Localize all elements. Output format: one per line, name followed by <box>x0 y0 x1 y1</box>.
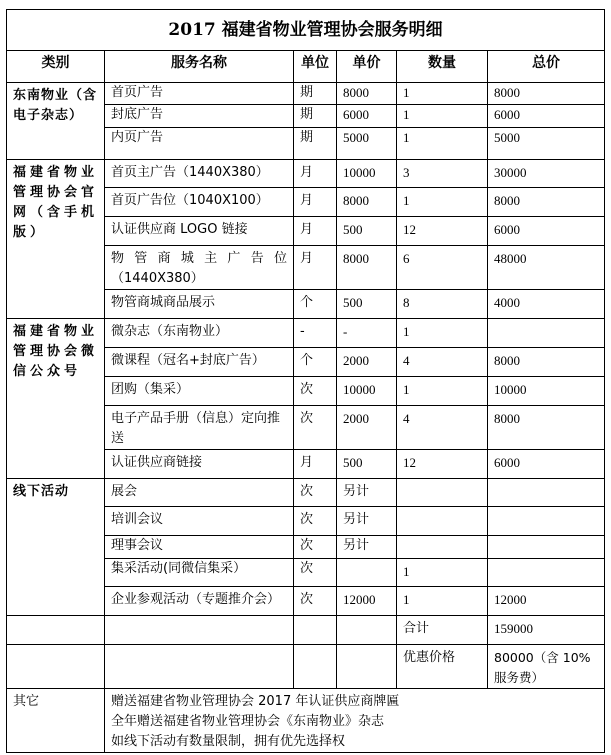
unit-price <box>337 559 397 587</box>
quantity: 1 <box>397 83 488 105</box>
service-name: 内页广告 <box>105 128 294 160</box>
total-price <box>488 319 605 348</box>
subtotal-value: 159000 <box>488 616 605 645</box>
table-row <box>7 319 605 348</box>
unit-price: 500 <box>337 217 397 246</box>
service-name: 首页主广告（1440X380） <box>105 160 294 188</box>
category-cell: 福建省物业管理协会官网（含手机版） <box>7 160 105 319</box>
quantity: 8 <box>397 290 488 319</box>
unit-price: 8000 <box>337 246 397 290</box>
quantity: 1 <box>397 188 488 217</box>
quantity: 3 <box>397 160 488 188</box>
unit-price: 2000 <box>337 406 397 450</box>
total-price <box>488 536 605 559</box>
total-price: 6000 <box>488 105 605 128</box>
quantity: 12 <box>397 450 488 479</box>
other-row <box>7 689 605 753</box>
header-unit-price: 单价 <box>337 51 397 83</box>
quantity: 6 <box>397 246 488 290</box>
service-name: 封底广告 <box>105 105 294 128</box>
unit-price: 8000 <box>337 83 397 105</box>
other-label: 其它 <box>7 689 105 753</box>
quantity: 1 <box>397 128 488 160</box>
quantity: 1 <box>397 319 488 348</box>
service-detail-table <box>6 9 605 753</box>
unit: 月 <box>294 217 337 246</box>
unit-price: 10000 <box>337 377 397 406</box>
service-name: 企业参观活动（专题推介会） <box>105 587 294 616</box>
total-price <box>488 507 605 536</box>
service-name-line: （1440X380） <box>111 271 204 286</box>
table-title: 2017 福建省物业管理协会服务明细 <box>7 10 605 51</box>
header-total-price: 总价 <box>488 51 605 83</box>
quantity: 12 <box>397 217 488 246</box>
unit: 次 <box>294 406 337 450</box>
unit-price: 2000 <box>337 348 397 377</box>
discount-label: 优惠价格 <box>397 645 488 689</box>
total-price: 5000 <box>488 128 605 160</box>
category-cell: 福建省物业管理协会微信公众号 <box>7 319 105 479</box>
service-name: 理事会议 <box>105 536 294 559</box>
total-price <box>488 479 605 507</box>
total-price: 10000 <box>488 377 605 406</box>
service-name: 首页广告 <box>105 83 294 105</box>
unit: 个 <box>294 348 337 377</box>
other-line: 赠送福建省物业管理协会 2017 年认证供应商牌匾 <box>111 694 400 709</box>
quantity <box>397 479 488 507</box>
unit: 次 <box>294 479 337 507</box>
total-price: 8000 <box>488 348 605 377</box>
total-price: 4000 <box>488 290 605 319</box>
total-price: 30000 <box>488 160 605 188</box>
unit-price: 500 <box>337 450 397 479</box>
total-price: 48000 <box>488 246 605 290</box>
unit: 个 <box>294 290 337 319</box>
unit-price: 另计 <box>337 536 397 559</box>
unit: 月 <box>294 450 337 479</box>
quantity <box>397 536 488 559</box>
service-name: 微杂志（东南物业） <box>105 319 294 348</box>
service-name <box>105 246 294 290</box>
service-name-line: 物管商城主广告位 <box>111 251 287 266</box>
service-name: 认证供应商链接 <box>105 450 294 479</box>
quantity: 1 <box>397 587 488 616</box>
service-name: 物管商城商品展示 <box>105 290 294 319</box>
service-name: 培训会议 <box>105 507 294 536</box>
unit: 次 <box>294 377 337 406</box>
table-row <box>7 479 605 507</box>
unit: 期 <box>294 128 337 160</box>
unit: 次 <box>294 587 337 616</box>
discount-value: 80000（含 10%服务费） <box>488 645 605 689</box>
title-row <box>7 10 605 51</box>
total-price: 8000 <box>488 406 605 450</box>
other-content <box>105 689 605 753</box>
unit-price: 5000 <box>337 128 397 160</box>
quantity: 4 <box>397 348 488 377</box>
unit-price: 另计 <box>337 507 397 536</box>
service-name: 认证供应商 LOGO 链接 <box>105 217 294 246</box>
unit: - <box>294 319 337 348</box>
other-line: 全年赠送福建省物业管理协会《东南物业》杂志 <box>111 714 385 729</box>
table-row <box>7 160 605 188</box>
category-cell: 线下活动 <box>7 479 105 616</box>
subtotal-label: 合计 <box>397 616 488 645</box>
header-unit: 单位 <box>294 51 337 83</box>
header-service-name: 服务名称 <box>105 51 294 83</box>
quantity: 4 <box>397 406 488 450</box>
service-name: 集采活动(同微信集采） <box>105 559 294 587</box>
quantity <box>397 507 488 536</box>
unit: 次 <box>294 536 337 559</box>
unit-price: - <box>337 319 397 348</box>
service-name: 团购（集采） <box>105 377 294 406</box>
unit-price: 10000 <box>337 160 397 188</box>
unit-price: 12000 <box>337 587 397 616</box>
quantity: 1 <box>397 377 488 406</box>
unit: 月 <box>294 160 337 188</box>
unit: 期 <box>294 105 337 128</box>
quantity: 1 <box>397 105 488 128</box>
table-row <box>7 83 605 105</box>
header-category: 类别 <box>7 51 105 83</box>
unit: 月 <box>294 246 337 290</box>
header-quantity: 数量 <box>397 51 488 83</box>
total-price: 8000 <box>488 188 605 217</box>
total-price: 6000 <box>488 450 605 479</box>
total-price: 12000 <box>488 587 605 616</box>
total-price: 8000 <box>488 83 605 105</box>
unit: 次 <box>294 559 337 587</box>
unit-price: 6000 <box>337 105 397 128</box>
unit: 次 <box>294 507 337 536</box>
total-price: 6000 <box>488 217 605 246</box>
other-line: 如线下活动有数量限制，拥有优先选择权 <box>111 734 346 749</box>
unit-price: 另计 <box>337 479 397 507</box>
total-price <box>488 559 605 587</box>
category-cell: 东南物业（含电子杂志） <box>7 83 105 160</box>
service-name: 微课程（冠名+封底广告） <box>105 348 294 377</box>
discount-row <box>7 645 605 689</box>
header-row <box>7 51 605 83</box>
unit: 期 <box>294 83 337 105</box>
subtotal-row <box>7 616 605 645</box>
service-name: 电子产品手册（信息）定向推送 <box>105 406 294 450</box>
unit-price: 500 <box>337 290 397 319</box>
unit-price: 8000 <box>337 188 397 217</box>
service-name: 首页广告位（1040X100） <box>105 188 294 217</box>
unit: 月 <box>294 188 337 217</box>
quantity: 1 <box>397 559 488 587</box>
service-name: 展会 <box>105 479 294 507</box>
